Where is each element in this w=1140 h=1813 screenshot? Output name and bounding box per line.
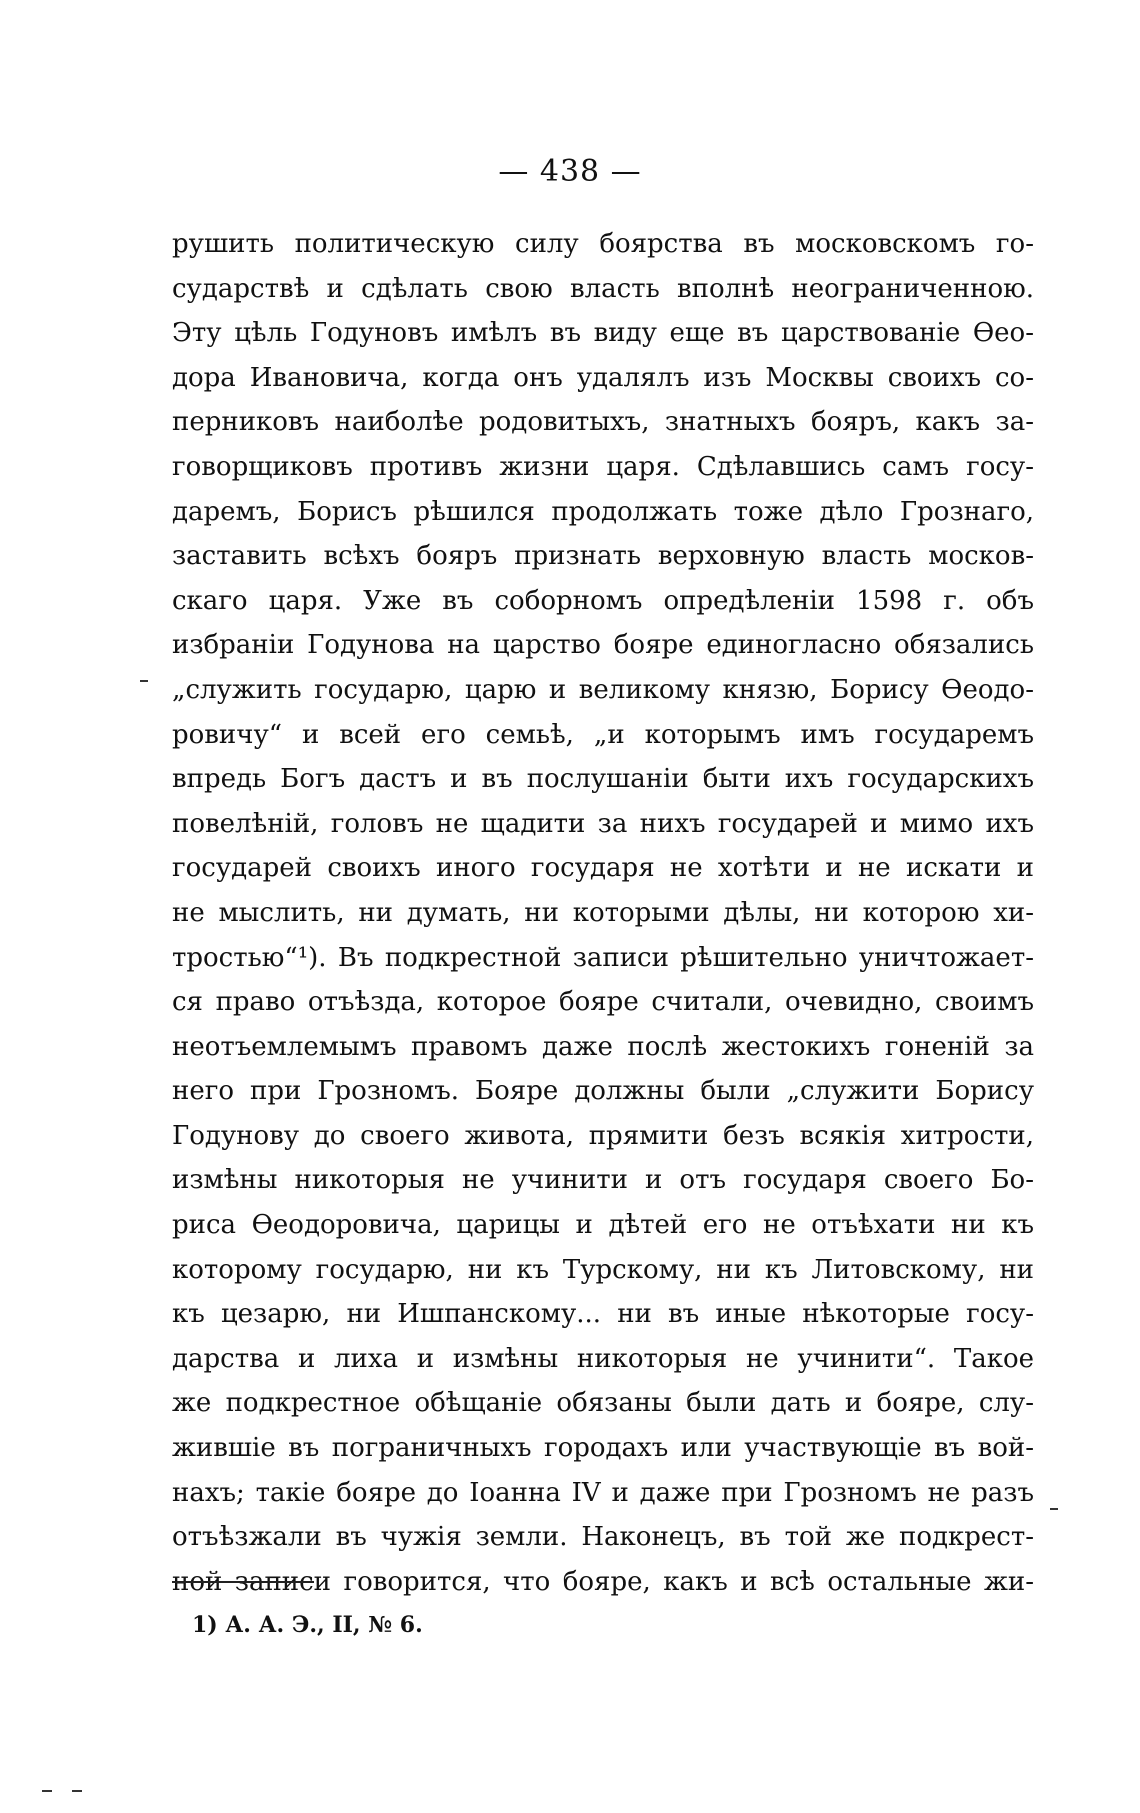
footnote-divider <box>172 1581 314 1583</box>
text-line: государей своихъ иного государя не хотѣти и не искати и <box>172 853 1034 884</box>
text-line: ровичу“ и всей его семьѣ, „и которымъ имъ государемъ <box>172 719 1034 750</box>
text-line: ся право отъѣзда, которое бояре считали, очевидно, своимъ <box>172 987 1034 1018</box>
text-line: рушить политическую силу боярства въ московскомъ го- <box>172 229 1034 259</box>
scan-speck <box>42 1790 52 1792</box>
text-line: которому государю, ни къ Турскому, ни къ Литовскому, ни <box>172 1254 1034 1285</box>
text-line: перниковъ наиболѣе родовитыхъ, знатныхъ бояръ, какъ за- <box>172 407 1034 438</box>
text-line: даремъ, Борисъ рѣшился продолжать тоже дѣло Грознаго, <box>172 496 1034 527</box>
text-line: дарства и лиха и измѣны никоторыя не учинити“. Такое <box>172 1343 1034 1374</box>
text-line: не мыслить, ни думать, ни которыми дѣлы, ни которою хи- <box>172 897 1034 928</box>
text-line: избраніи Годунова на царство бояре единогласно обязались <box>172 630 1034 661</box>
page-number: — 438 — <box>498 154 642 189</box>
scan-speck <box>140 680 148 682</box>
text-line: нахъ; такіе бояре до Іоанна IV и даже при Грозномъ не разъ <box>172 1477 1034 1508</box>
text-line: же подкрестное обѣщаніе обязаны были дать и бояре, слу- <box>172 1388 1034 1419</box>
text-line: жившіе въ пограничныхъ городахъ или участвующіе въ вой- <box>172 1433 1034 1464</box>
text-line: повелѣній, головъ не щадити за нихъ государей и мимо ихъ <box>172 808 1034 839</box>
text-line: измѣны никоторыя не учинити и отъ государя своего Бо- <box>172 1165 1034 1196</box>
text-line: „служить государю, царю и великому князю, Борису Ѳеодо- <box>172 674 1034 705</box>
text-line: скаго царя. Уже въ соборномъ опредѣленіи 1598 г. объ <box>172 585 1034 616</box>
text-line: Эту цѣль Годуновъ имѣлъ въ виду еще въ царствованіе Ѳео- <box>172 318 1034 349</box>
text-line: тростью“¹). Въ подкрестной записи рѣшительно уничтожает- <box>172 942 1034 973</box>
text-line: впредь Богъ дастъ и въ послушаніи быти ихъ государскихъ <box>172 764 1034 795</box>
text-line: сударствѣ и сдѣлать свою власть вполнѣ неограниченною. <box>172 273 1034 304</box>
text-line: него при Грозномъ. Бояре должны были „служити Борису <box>172 1076 1034 1107</box>
scan-speck <box>72 1790 82 1792</box>
text-line: дора Ивановича, когда онъ удалялъ изъ Москвы своихъ со- <box>172 362 1034 393</box>
text-line: заставить всѣхъ бояръ признать верховную власть москов- <box>172 541 1034 572</box>
text-line: отъѣзжали въ чужія земли. Наконецъ, въ той же подкрест- <box>172 1522 1034 1553</box>
body-text <box>172 222 1034 1604</box>
text-line: Годунову до своего живота, прямити безъ всякія хитрости, <box>172 1120 1034 1151</box>
text-line: говорщиковъ противъ жизни царя. Сдѣлавшись самъ госу- <box>172 451 1034 482</box>
scan-speck <box>1050 1508 1058 1510</box>
text-line: риса Ѳеодоровича, царицы и дѣтей его не отъѣхати ни къ <box>172 1210 1034 1241</box>
footnote: 1) А. А. Э., II, № 6. <box>192 1612 423 1638</box>
text-line: неотъемлемымъ правомъ даже послѣ жестокихъ гоненій за <box>172 1031 1034 1062</box>
text-line: ной записи говорится, что бояре, какъ и всѣ остальные жи- <box>172 1566 1034 1597</box>
text-line: къ цезарю, ни Ишпанскому... ни въ иные нѣкоторые госу- <box>172 1299 1034 1330</box>
